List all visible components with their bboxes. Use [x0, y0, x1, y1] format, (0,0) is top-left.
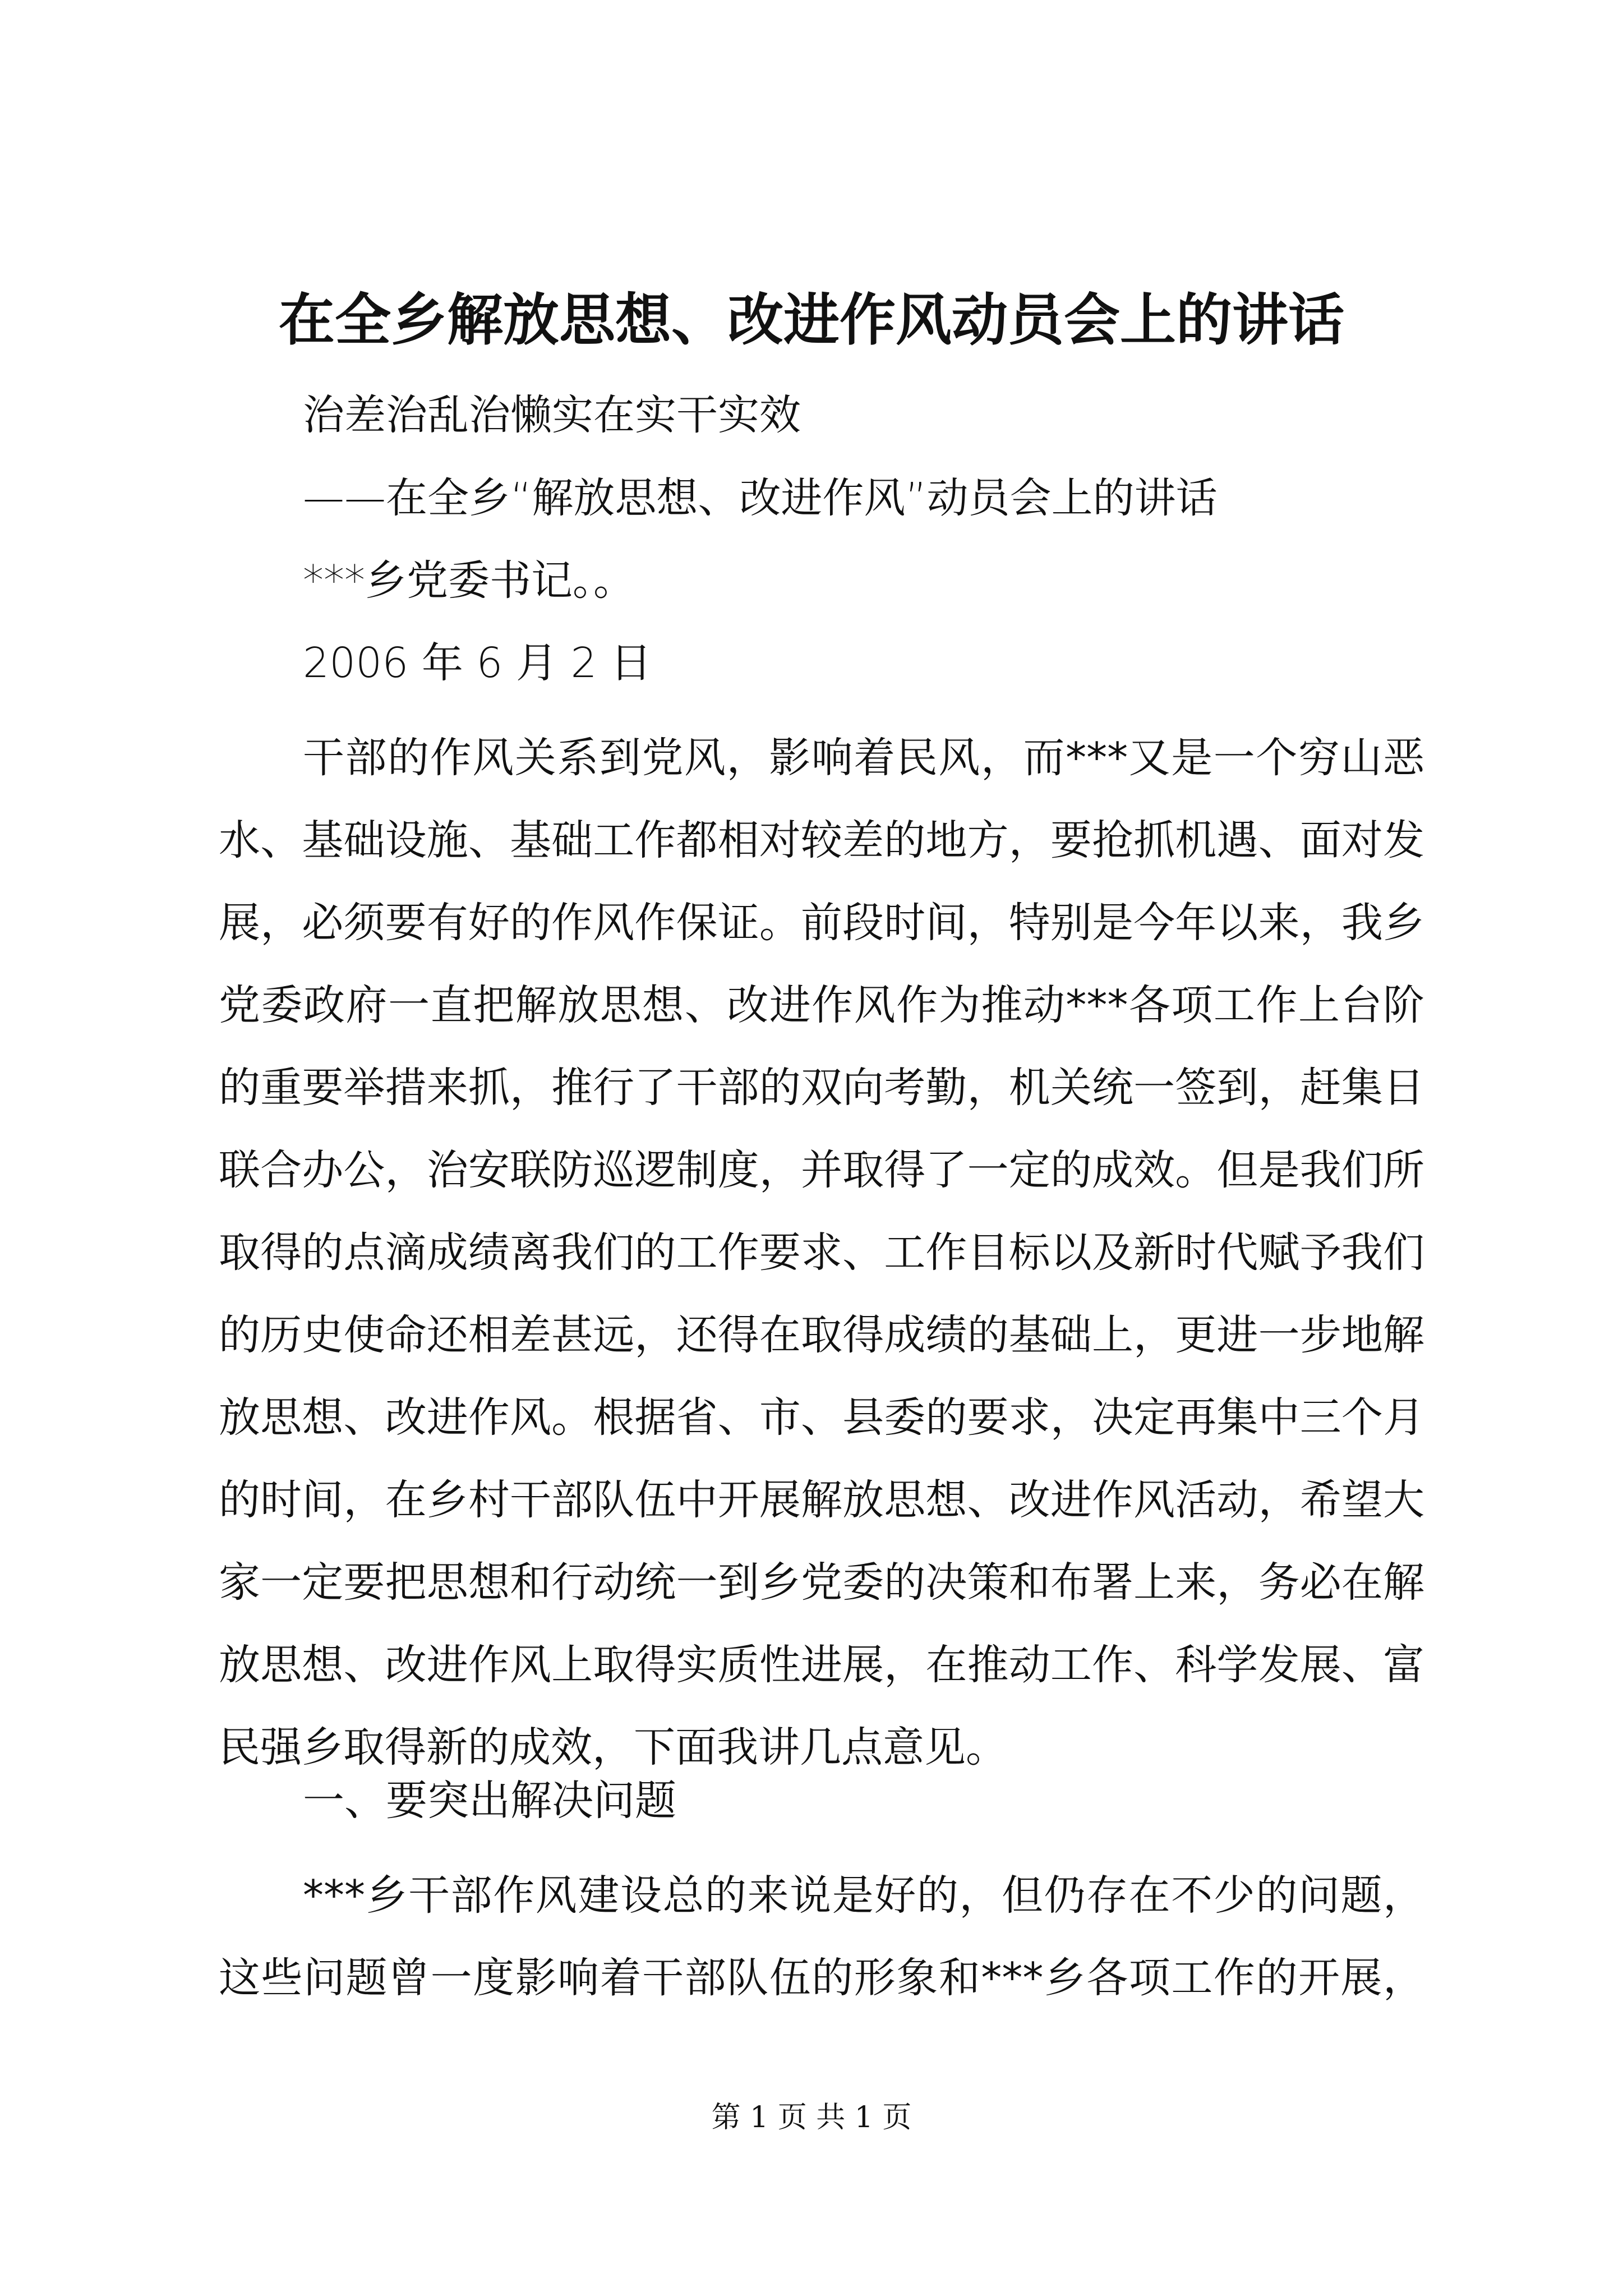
- speaker-line: ***乡党委书记。。: [303, 556, 635, 605]
- document-subtitle: 治差治乱治懒实在实干实效: [303, 391, 801, 439]
- body-paragraph: ***乡干部作风建设总的来说是好的，但仍存在不少的问题，这些问题曾一度影响着干部队伍的形象和***乡各项工作的开展，: [219, 1871, 1424, 2002]
- date-line: 2006 年 6 月 2 日: [303, 639, 652, 687]
- document-subtitle-secondary: ——在全乡“解放思想、改进作风”动员会上的讲话: [303, 474, 1218, 522]
- body-paragraph: 干部的作风关系到党风，影响着民风，而***又是一个穷山恶水、基础设施、基础工作都相对较差的地方，要抢抓机遇、面对发展，必须要有好的作风作保证。前段时间，特别是今年以来，我乡党委政府一直把解放思想、改进作风作为推动***各项工作上台阶的重要举措来抓，推行了干部的双向考勤，机关统一签到，赶集日联合办公，治安联防巡逻制度，并取得了一定的成效。但是我们所取得的点滴成绩离我们的工作要求、工作目标以及新时代赋予我们的历史使命还相差甚远，还得在取得成绩的基础上，更进一步地解放思想、改进作风。根据省、市、县委的要求，决定再集中三个月的时间，在乡村干部队伍中开展解放思想、改进作风活动，希望大家一定要把思想和行动统一到乡党委的决策和布署上来，务必在解放思想、改进作风上取得实质性进展，在推动工作、科学发展、富民强乡取得新的成效，下面我讲几点意见。: [219, 734, 1424, 1772]
- section-heading: 一、要突出解决问题: [303, 1777, 676, 1825]
- page-footer: 第 1 页 共 1 页: [711, 2101, 912, 2134]
- document-title: 在全乡解放思想、改进作风动员会上的讲话: [279, 287, 1344, 353]
